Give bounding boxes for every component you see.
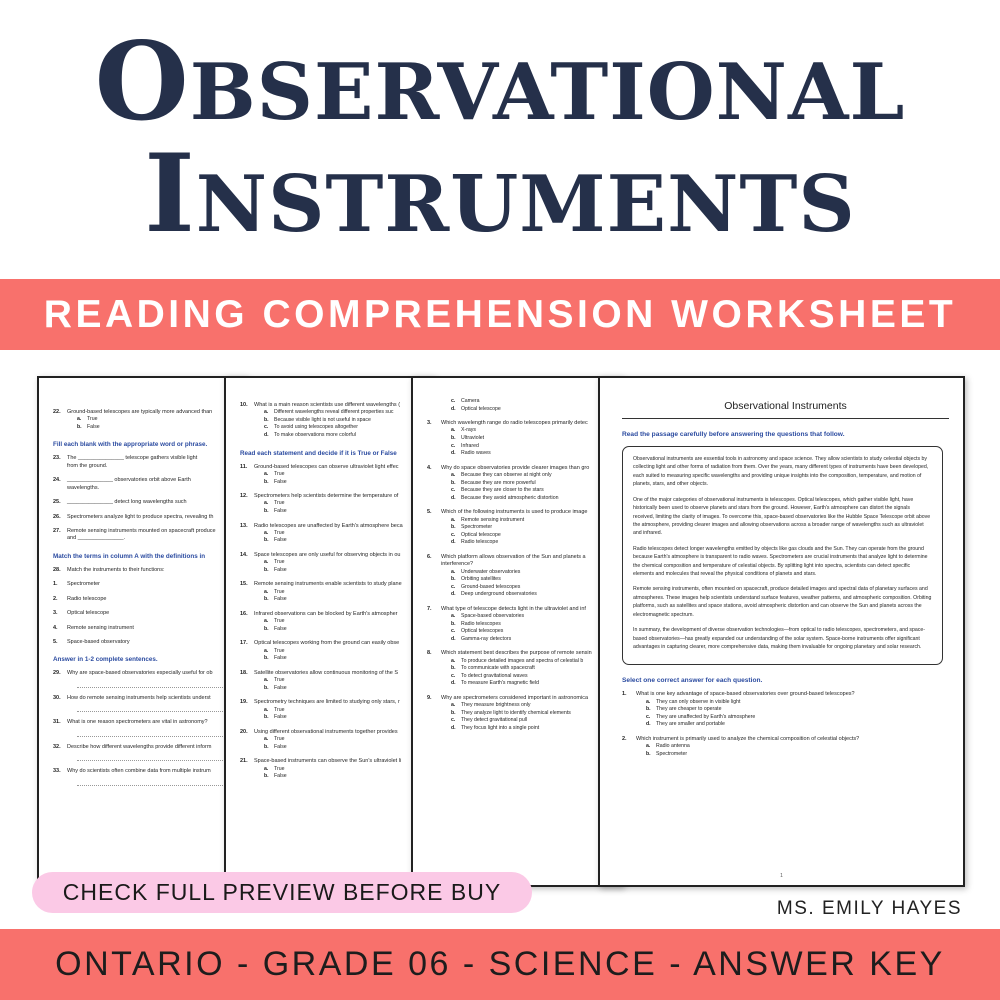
- option: a. True: [264, 618, 285, 625]
- option: a. True: [264, 647, 285, 654]
- option: b. False: [264, 773, 287, 780]
- option: a. True: [264, 470, 285, 477]
- multiple-choice-question: 5. Which of the following instruments is used to produce image: [427, 509, 588, 516]
- option: d. They focus light into a single point: [451, 724, 540, 731]
- option: c. Infrared: [451, 442, 479, 449]
- section-header-answer: Answer in 1-2 complete sentences.: [53, 656, 158, 664]
- option: a. They can only observe in visible light: [646, 698, 741, 705]
- question-22: 22. Ground-based telescopes are typically more advanced than: [53, 409, 213, 415]
- option: b. False: [264, 537, 287, 544]
- multiple-choice-question: 8. Which statement best describes the purpose of remote sensin: [427, 650, 592, 657]
- passage-paragraph: In summary, the development of diverse observation technologies—from optical to radio telescopes, spectrometers, and space-based observatories—has greatly expanded our understanding of the solar system. Space-borne instruments offer significant advantages in capturing clearer, more comprehensive data, making them invaluable for ongoing planetary and solar research.: [633, 627, 925, 651]
- option: c. Camera: [451, 398, 480, 404]
- option: d. Deep underground observatories: [451, 591, 537, 598]
- answer-line: [77, 760, 235, 761]
- option: c. Optical telescopes: [451, 628, 504, 635]
- subtitle-banner: [0, 279, 1000, 350]
- option: a. True: [264, 736, 285, 743]
- option: a. Different wavelengths reveal different properties suc: [264, 409, 394, 416]
- option: b. They are cheaper to operate: [646, 706, 722, 713]
- question-27: 27. Remote sensing instruments mounted on spacecraft produce and _______________.: [53, 528, 216, 542]
- title-line-2-initial: I: [144, 131, 196, 257]
- option: b. False: [264, 655, 287, 662]
- option: d. To measure Earth's magnetic field: [451, 680, 539, 687]
- multiple-choice-question: 4. Why do space observatories provide clearer images than gro: [427, 464, 590, 471]
- title-line-1: [0, 19, 1000, 145]
- option: a. True: [264, 765, 285, 772]
- true-false-question: 15. Remote sensing instruments enable scientists to study plane: [240, 581, 402, 588]
- true-false-list: [240, 464, 422, 781]
- option: b. Ultraviolet: [451, 435, 485, 442]
- question-10: 10. What is a main reason scientists use different wavelengths (: [240, 402, 401, 408]
- reading-passage: [622, 446, 943, 665]
- option: c. They are unaffected by Earth's atmosphere: [646, 713, 756, 720]
- title-line-1-rest: BSERVATIONAL: [189, 47, 906, 138]
- option: b. False: [264, 507, 287, 514]
- option: a. Because they can observe at night only: [451, 472, 552, 479]
- option: b. Orbiting satellites: [451, 576, 501, 583]
- author-name: MS. EMILY HAYES: [776, 898, 962, 919]
- match-item: 4. Remote sensing instrument: [53, 624, 134, 631]
- option: c. Because they are closer to the stars: [451, 487, 544, 494]
- multiple-choice-question: 6. Which platform allows observation of the Sun and planets a interference?: [427, 553, 586, 568]
- option: a. True: [264, 529, 285, 536]
- match-item: 1. Spectrometer: [53, 581, 101, 588]
- footer-banner-text: ONTARIO - GRADE 06 - SCIENCE - ANSWER KEY: [55, 945, 945, 983]
- option: c. Ground-based telescopes: [451, 583, 521, 590]
- option: a. True: [264, 677, 285, 684]
- option: b. False: [264, 743, 287, 750]
- passage-paragraph: Remote sensing instruments, often mounted on spacecraft, produce detailed images and spectral data of planetary surfaces and atmospheres. These images help scientists understand surface features, weather patterns, and atmospheric composition. Orbiting platforms, such as satellites and space stations, avoid atmospheric distortion and can observe the Sun and planets across the electromagnetic spectrum.: [633, 586, 932, 618]
- option: b. Because they are more powerful: [451, 479, 536, 486]
- section-header-true-false: Read each statement and decide if it is True or False: [240, 449, 397, 457]
- option: b. False: [264, 684, 287, 691]
- title-line-1-initial: O: [94, 19, 190, 145]
- match-item: 5. Space-based observatory: [53, 638, 130, 645]
- option: c. To detect gravitational waves: [451, 672, 528, 679]
- option: b. False: [264, 478, 287, 485]
- section-header-match: Match the terms in column A with the definitions in: [53, 552, 206, 560]
- mc-instruction: Select one correct answer for each question.: [622, 677, 763, 685]
- multiple-choice-question: 7. What type of telescope detects light in the ultraviolet and inf: [427, 605, 586, 612]
- option: a. Radio antenna: [646, 743, 690, 750]
- option: b. False: [264, 625, 287, 632]
- true-false-question: 21. Space-based instruments can observe the Sun's ultraviolet li: [240, 758, 402, 765]
- question-26: 26. Spectrometers analyze light to produce spectra, revealing th: [53, 513, 214, 520]
- title-line-2-rest: NSTRUMENTS: [195, 159, 856, 250]
- passage-paragraph: Observational instruments are essential tools in astronomy and space science. They allow scientists to study celestial objects by collecting light and other forms of radiation from them. Over the years, many different types of instruments have been developed, each suited to measuring specific wavelengths and providing unique insights into the composition, temperature, and motion of planets, stars, and other objects.: [633, 456, 929, 488]
- option: d. To make observations more colorful: [264, 432, 356, 439]
- question-25: 25. _______________ detect long wavelengths such: [53, 499, 187, 506]
- match-item: 2. Radio telescope: [53, 595, 107, 602]
- option: a. Underwater observatories: [451, 568, 521, 575]
- option: a. To produce detailed images and spectra of celestial b: [451, 657, 584, 664]
- match-item: 3. Optical telescope: [53, 610, 110, 617]
- option: b. False: [264, 714, 287, 721]
- footer-banner: [0, 929, 1000, 1000]
- question-23: 23. The _______________ telescope gathers visible light from the ground.: [53, 455, 198, 469]
- answer-line: [77, 785, 235, 786]
- multiple-choice-list: [427, 420, 611, 732]
- question-33: 33. Why do scientists often combine data from multiple instrum: [53, 768, 211, 775]
- question-2: 2. Which instrument is primarily used to analyze the chemical composition of celestial objects?: [622, 735, 860, 742]
- question-29: 29. Why are space-based observatories especially useful for ob: [53, 670, 213, 677]
- worksheet-page-1: [598, 376, 965, 887]
- worksheet-title: Observational Instruments: [724, 400, 847, 412]
- passage-paragraph: Radio telescopes detect longer wavelengths emitted by objects like gas clouds and the Sun. They can operate from the ground because Earth's atmosphere is transparent to radio waves. Spectrometers are crucial instruments that analyze light to determine the chemical composition and temperature of celestial objects. By splitting light into spectra, scientists can detect specific elements and molecules that reveal the physical conditions of planets and stars.: [633, 545, 928, 578]
- preview-notice-badge: CHECK FULL PREVIEW BEFORE BUY: [32, 872, 532, 913]
- option: a. They measure brightness only: [451, 702, 531, 709]
- question-30: 30. How do remote sensing instruments help scientists underst: [53, 694, 211, 701]
- page-number: 1: [780, 873, 783, 879]
- option: a. True: [264, 559, 285, 566]
- true-false-question: 16. Infrared observations can be blocked by Earth's atmospher: [240, 610, 398, 617]
- question-1: 1. What is one key advantage of space-based observatories over ground-based telescopes?: [622, 691, 855, 698]
- option: a. True: [77, 416, 98, 423]
- true-false-question: 13. Radio telescopes are unaffected by Earth's atmosphere beca: [240, 522, 403, 529]
- worksheet-page-2: [411, 376, 623, 887]
- question-32: 32. Describe how different wavelengths provide different inform: [53, 743, 212, 750]
- option: a. Remote sensing instrument: [451, 516, 525, 523]
- worksheet-page-answers-sheet-1: [37, 376, 247, 887]
- subtitle-banner-text: READING COMPREHENSION WORKSHEET: [43, 293, 957, 336]
- option: b. Because visible light is not useful in space: [264, 416, 371, 423]
- option: d. They are smaller and portable: [646, 721, 725, 728]
- question-24: 24. _______________ observatories orbit above Earth wavelengths.: [53, 477, 191, 491]
- answer-line: [77, 687, 235, 688]
- true-false-question: 19. Spectrometry techniques are limited to studying only stars, r: [240, 699, 400, 706]
- worksheet-page-answers-sheet-2: [224, 376, 434, 887]
- option: d. Radio waves: [451, 450, 491, 457]
- option: a. True: [264, 706, 285, 713]
- title-line-2: [0, 131, 1000, 257]
- option: b. False: [77, 423, 100, 430]
- option: d. Gamma-ray detectors: [451, 635, 512, 642]
- true-false-question: 12. Spectrometers help scientists determine the temperature of: [240, 493, 399, 500]
- option: b. False: [264, 596, 287, 603]
- option: a. True: [264, 500, 285, 507]
- passage-paragraph: One of the major categories of observational instruments is telescopes. Optical telescopes, which gather visible light, have historically been used to observe planets and stars from the ground. However, Earth's atmosphere can distort the signals received, limiting the clarity of images. To overcome this, space-based observatories like the Hubble Space Telescope orbit above the atmosphere, providing clearer images and allowing observations across a broader range of wavelengths such as ultraviolet and infrared.: [633, 496, 931, 537]
- true-false-question: 18. Satellite observatories allow continuous monitoring of the S: [240, 669, 398, 676]
- passage-instruction: Read the passage carefully before answering the questions that follow.: [622, 431, 845, 438]
- multiple-choice-question: 9. Why are spectrometers considered important in astronomica: [427, 694, 589, 701]
- multiple-choice-question: 3. Which wavelength range do radio telescopes primarily detec: [427, 420, 588, 427]
- question-31: 31. What is one reason spectrometers are vital in astronomy?: [53, 719, 208, 726]
- option: b. To communicate with spacecraft: [451, 665, 535, 672]
- section-header-fill: Fill each blank with the appropriate word or phrase.: [53, 441, 208, 449]
- option: a. True: [264, 588, 285, 595]
- true-false-question: 11. Ground-based telescopes can observe ultraviolet light effec: [240, 463, 399, 470]
- true-false-question: 20. Using different observational instruments together provides: [240, 728, 398, 735]
- question-28: 28. Match the instruments to their functions:: [53, 566, 165, 573]
- option: d. Optical telescope: [451, 405, 501, 412]
- option: b. False: [264, 566, 287, 573]
- option: b. Spectrometer: [646, 750, 688, 757]
- option: c. To avoid using telescopes altogether: [264, 424, 358, 431]
- title-divider: [622, 418, 949, 419]
- true-false-question: 17. Optical telescopes working from the ground can easily obse: [240, 640, 400, 647]
- option: d. Because they avoid atmospheric distortion: [451, 494, 559, 501]
- option: d. Radio telescope: [451, 539, 499, 546]
- option: a. X-rays: [451, 427, 476, 434]
- answer-line: [77, 711, 235, 712]
- option: c. Optical telescope: [451, 531, 501, 538]
- option: c. They detect gravitational pull: [451, 717, 528, 724]
- option: b. Spectrometer: [451, 524, 493, 531]
- option: a. Space-based observatories: [451, 613, 525, 620]
- answer-line: [77, 736, 235, 737]
- option: b. Radio telescopes: [451, 620, 501, 627]
- true-false-question: 14. Space telescopes are only useful for observing objects in ou: [240, 552, 401, 558]
- option: b. They analyze light to identify chemical elements: [451, 709, 571, 716]
